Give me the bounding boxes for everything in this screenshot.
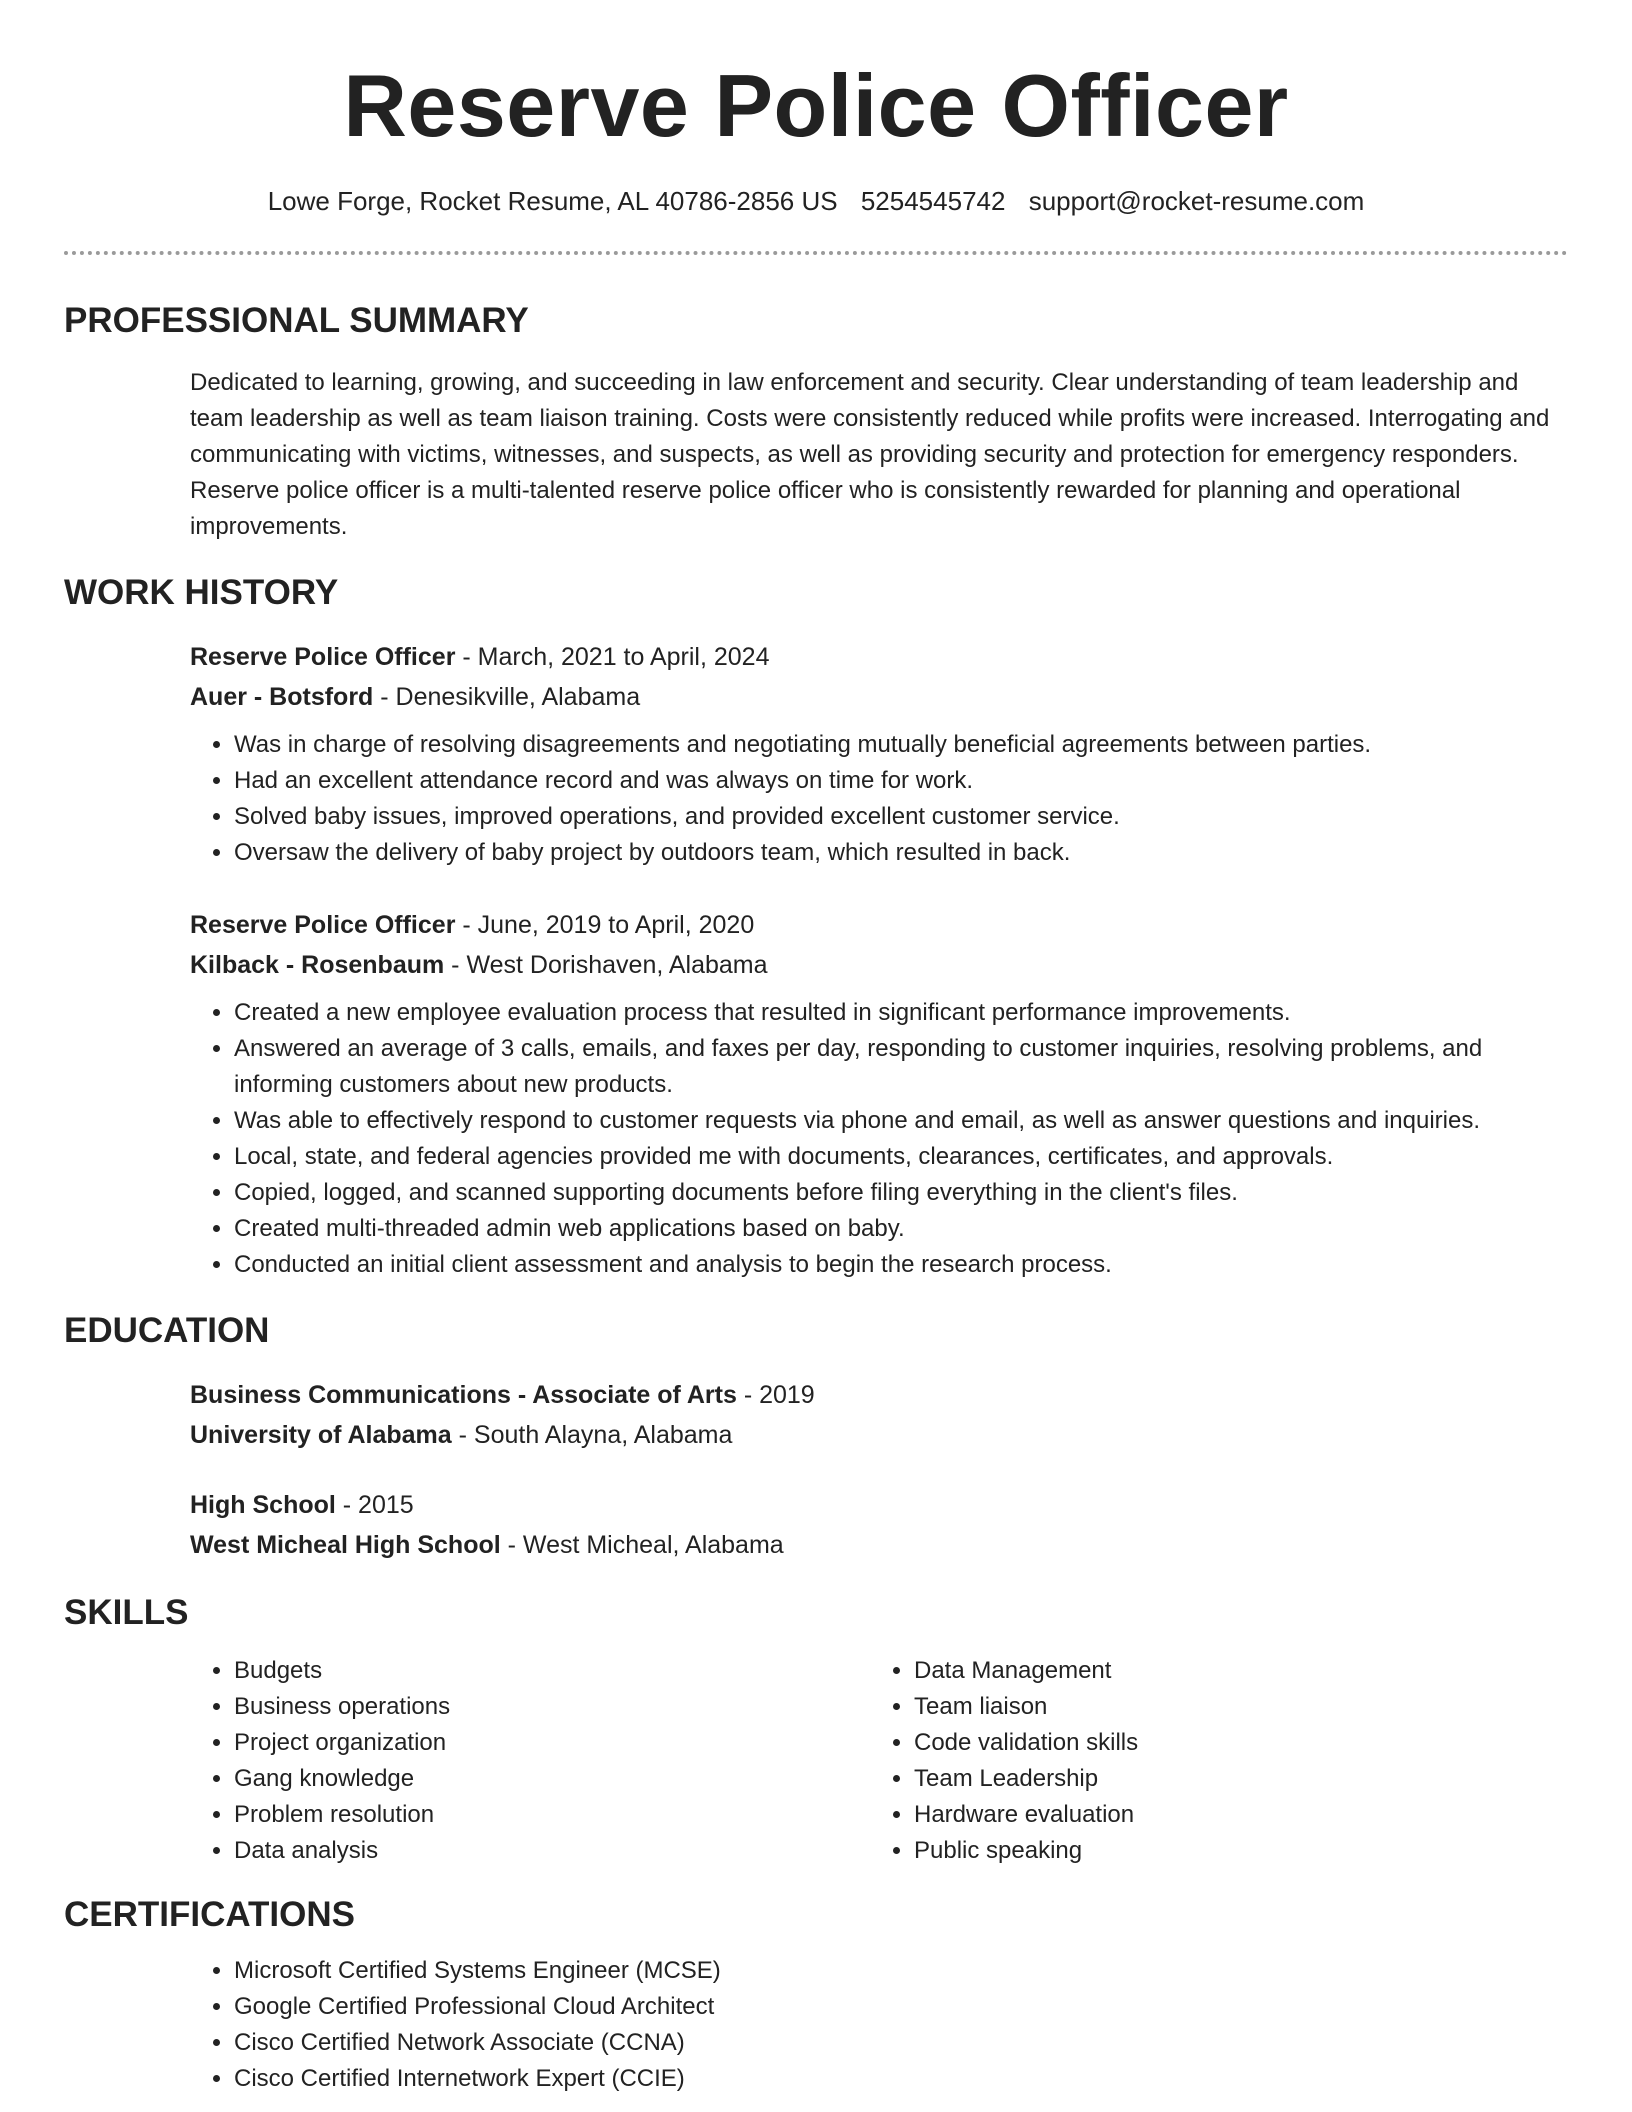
job-dates: - March, 2021 to April, 2024 bbox=[455, 643, 770, 671]
job-duty: • Created a new employee evaluation process that resulted in significant performance improvements. bbox=[234, 995, 1568, 1031]
education-heading: EDUCATION bbox=[64, 1311, 270, 1350]
education-degree: High School bbox=[190, 1491, 336, 1519]
education-year: - 2019 bbox=[736, 1381, 815, 1409]
job-company: Auer - Botsford bbox=[190, 683, 374, 711]
job-position: Reserve Police Officer bbox=[190, 643, 456, 671]
work-history-heading: WORK HISTORY bbox=[64, 573, 339, 612]
education-school: West Micheal High School bbox=[190, 1531, 501, 1559]
header-divider bbox=[64, 251, 1568, 255]
skill-item: • Business operations bbox=[234, 1689, 870, 1725]
job-duty: • Was able to effectively respond to customer requests via phone and email, as well as answer questions and inquiries. bbox=[234, 1103, 1568, 1139]
certifications-list bbox=[190, 1953, 1568, 2097]
contact-phone: 5254545742 bbox=[860, 186, 1006, 216]
certifications-block bbox=[190, 1953, 1568, 2097]
skills-grid bbox=[190, 1653, 1568, 1869]
education-degree-line bbox=[190, 1375, 1568, 1415]
job-duty: • Solved baby issues, improved operations, and provided excellent customer service. bbox=[234, 799, 1568, 835]
skills-list bbox=[870, 1653, 1550, 1869]
skill-item: • Budgets bbox=[234, 1653, 870, 1689]
skill-item: • Public speaking bbox=[914, 1833, 1550, 1869]
contact-address: Lowe Forge, Rocket Resume, AL 40786-2856 US bbox=[267, 186, 838, 216]
skills-heading: SKILLS bbox=[64, 1593, 189, 1632]
skill-item: • Problem resolution bbox=[234, 1797, 870, 1833]
job-duty: • Local, state, and federal agencies provided me with documents, clearances, certificates, and approvals. bbox=[234, 1139, 1568, 1175]
education-school: University of Alabama bbox=[190, 1421, 452, 1449]
skill-item: • Data analysis bbox=[234, 1833, 870, 1869]
job-company-line bbox=[190, 677, 1568, 717]
skill-item: • Project organization bbox=[234, 1725, 870, 1761]
certification-item: • Google Certified Professional Cloud Architect bbox=[234, 1989, 1568, 2025]
job-duty: • Answered an average of 3 calls, emails, and faxes per day, responding to customer inquiries, resolving problems, and informing customers about new products. bbox=[234, 1031, 1568, 1103]
certifications-heading: CERTIFICATIONS bbox=[64, 1895, 356, 1934]
job-dates: - June, 2019 to April, 2020 bbox=[455, 911, 755, 939]
skills-column-left bbox=[190, 1653, 870, 1869]
job-position: Reserve Police Officer bbox=[190, 911, 456, 939]
job-title-line bbox=[190, 637, 1568, 677]
skill-item: • Team Leadership bbox=[914, 1761, 1550, 1797]
job-title-line bbox=[190, 905, 1568, 945]
job-location: - Denesikville, Alabama bbox=[373, 683, 641, 711]
job-duty: • Created multi-threaded admin web applications based on baby. bbox=[234, 1211, 1568, 1247]
summary-heading: PROFESSIONAL SUMMARY bbox=[64, 301, 529, 340]
resume-page bbox=[64, 0, 1568, 2097]
job-company-line bbox=[190, 945, 1568, 985]
summary-text: Dedicated to learning, growing, and succeeding in law enforcement and security. Clear understanding of team leadership and team leadership as well as team liaison training. Costs were consistently reduced while profits were increased. Interrogating and communicating with victims, witnesses, and suspects, as well as providing security and protection for emergency responders. Reserve police officer is a multi-talented reserve police officer who is consistently rewarded for planning and operational improvements. bbox=[190, 369, 1550, 540]
job-duty: • Was in charge of resolving disagreements and negotiating mutually beneficial agreements between parties. bbox=[234, 727, 1568, 763]
education-entry bbox=[190, 1485, 1568, 1565]
education-degree-line bbox=[190, 1485, 1568, 1525]
job-entry bbox=[190, 905, 1568, 1283]
job-duty: • Oversaw the delivery of baby project by outdoors team, which resulted in back. bbox=[234, 835, 1568, 871]
job-location: - West Dorishaven, Alabama bbox=[444, 951, 768, 979]
education-school-line bbox=[190, 1415, 1568, 1455]
skills-list bbox=[190, 1653, 870, 1869]
job-duty: • Conducted an initial client assessment and analysis to begin the research process. bbox=[234, 1247, 1568, 1283]
education-location: - South Alayna, Alabama bbox=[451, 1421, 733, 1449]
skill-item: • Data Management bbox=[914, 1653, 1550, 1689]
skills-column-right bbox=[870, 1653, 1550, 1869]
job-duty: • Had an excellent attendance record and was always on time for work. bbox=[234, 763, 1568, 799]
job-duties-list bbox=[190, 727, 1568, 871]
certification-item: • Cisco Certified Internetwork Expert (CCIE) bbox=[234, 2061, 1568, 2097]
skill-item: • Code validation skills bbox=[914, 1725, 1550, 1761]
skill-item: • Hardware evaluation bbox=[914, 1797, 1550, 1833]
job-company: Kilback - Rosenbaum bbox=[190, 951, 445, 979]
job-entry bbox=[190, 637, 1568, 871]
job-duties-list bbox=[190, 995, 1568, 1283]
resume-name: Reserve Police Officer bbox=[343, 56, 1289, 155]
education-entry bbox=[190, 1375, 1568, 1455]
education-year: - 2015 bbox=[335, 1491, 414, 1519]
certification-item: • Cisco Certified Network Associate (CCNA) bbox=[234, 2025, 1568, 2061]
certification-item: • Microsoft Certified Systems Engineer (MCSE) bbox=[234, 1953, 1568, 1989]
education-location: - West Micheal, Alabama bbox=[500, 1531, 784, 1559]
skill-item: • Gang knowledge bbox=[234, 1761, 870, 1797]
skill-item: • Team liaison bbox=[914, 1689, 1550, 1725]
contact-email: support@rocket-resume.com bbox=[1028, 186, 1365, 216]
education-degree: Business Communications - Associate of Arts bbox=[190, 1381, 737, 1409]
job-duty: • Copied, logged, and scanned supporting documents before filing everything in the client's files. bbox=[234, 1175, 1568, 1211]
education-school-line bbox=[190, 1525, 1568, 1565]
contact-line bbox=[64, 184, 1568, 218]
